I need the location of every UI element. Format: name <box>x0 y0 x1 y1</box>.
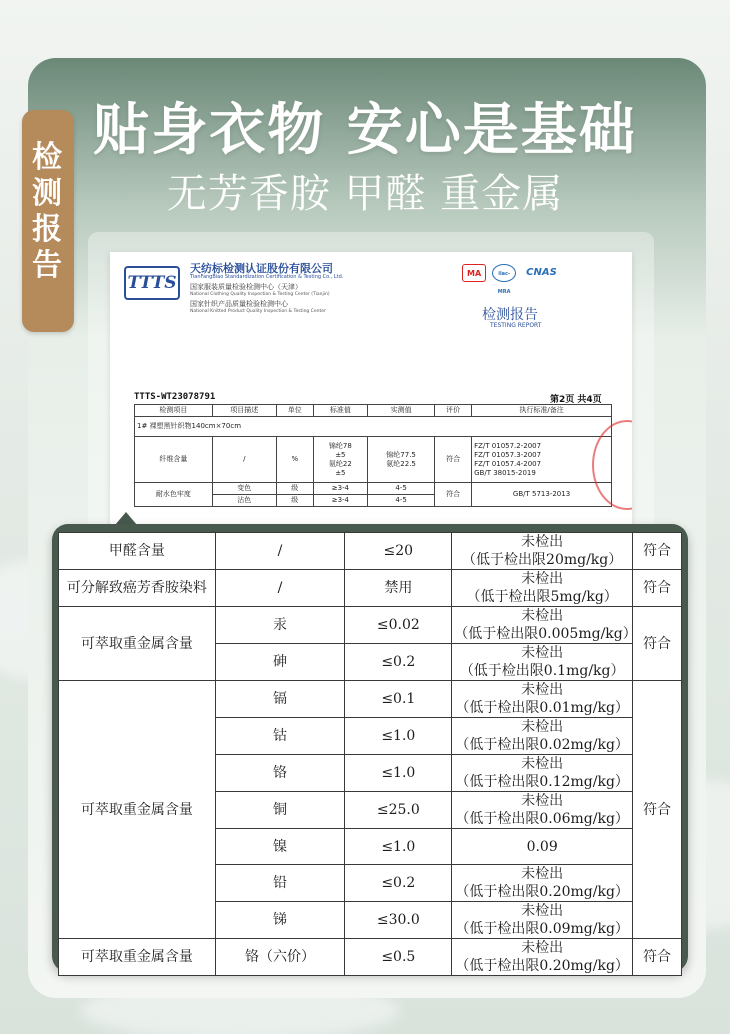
desc-cell: 铅 <box>215 865 345 902</box>
result-cell: 符合 <box>633 570 682 607</box>
mini-cell: / <box>212 437 276 483</box>
report-title-en: TESTING REPORT <box>490 322 542 329</box>
measured-detail: （低于检出限0.02mg/kg） <box>455 737 629 753</box>
measured-cell: 0.09 <box>452 829 633 865</box>
std-cell: ≤1.0 <box>345 829 452 865</box>
measured-detail: （低于检出限0.09mg/kg） <box>455 921 629 937</box>
mini-cell: 级 <box>276 483 313 495</box>
item-cell: 可萃取重金属含量 <box>59 681 216 939</box>
measured-cell <box>452 902 633 939</box>
center1-name-en: National Clothing Quality Inspection & Testing Center (Tianjin) <box>190 292 330 297</box>
mini-cell: 锦纶78 ±5 氨纶22 ±5 <box>313 437 367 483</box>
page-title: 贴身衣物 安心是基础 <box>93 98 637 163</box>
measured-cell <box>452 681 633 718</box>
mini-cell: 纤维含量 <box>135 437 213 483</box>
measured-detail: （低于检出限0.12mg/kg） <box>455 774 629 790</box>
measured-cell <box>452 718 633 755</box>
measured-cell <box>452 570 633 607</box>
result-cell: 符合 <box>633 939 682 976</box>
mini-header: 评价 <box>435 405 472 417</box>
mini-cell: 变色 <box>212 483 276 495</box>
measured-cell <box>452 533 633 570</box>
item-cell: 可萃取重金属含量 <box>59 939 216 976</box>
desc-cell: 汞 <box>215 607 345 644</box>
desc-cell: 镍 <box>215 829 345 865</box>
measured-detail: （低于检出限0.005mg/kg） <box>454 626 637 642</box>
measured-line: 未检出 <box>521 903 564 919</box>
measured-cell <box>452 607 637 644</box>
report-title: 检测报告 <box>482 307 538 323</box>
measured-line: 未检出 <box>521 940 564 956</box>
mini-header: 项目描述 <box>212 405 276 417</box>
mini-cell: 级 <box>276 495 313 507</box>
page-number: 第2页 共4页 <box>550 395 602 405</box>
mini-cell: 沾色 <box>212 495 276 507</box>
desc-cell: / <box>215 533 345 570</box>
measured-cell <box>452 755 633 792</box>
mini-sample-row: 1# 裸塑黑针织物140cm×70cm <box>135 417 612 437</box>
item-cell: 甲醛含量 <box>59 533 216 570</box>
accreditation-marks <box>462 264 561 295</box>
mini-cell: 4-5 <box>367 495 434 507</box>
ilac-mra-mark: ilac-MRA <box>492 264 516 282</box>
mini-cell: ≥3-4 <box>313 495 367 507</box>
center2-name: 国家针织产品质量检验检测中心 <box>190 300 288 308</box>
std-cell: ≤25.0 <box>345 792 452 829</box>
desc-cell: 锑 <box>215 902 345 939</box>
measured-line: 未检出 <box>521 571 564 587</box>
measured-detail: （低于检出限0.06mg/kg） <box>455 811 629 827</box>
measured-line: 未检出 <box>521 534 564 550</box>
std-cell: ≤0.1 <box>345 681 452 718</box>
mini-cell: 4-5 <box>367 483 434 495</box>
measured-cell <box>452 865 633 902</box>
mini-cell: 锦纶77.5 氨纶22.5 <box>367 437 434 483</box>
measured-line: 未检出 <box>521 719 564 735</box>
desc-cell: / <box>215 570 345 607</box>
std-cell: ≤1.0 <box>345 755 452 792</box>
measured-line: 未检出 <box>521 608 564 624</box>
report-document <box>110 252 632 552</box>
std-cell: ≤0.02 <box>345 607 452 644</box>
measured-detail: （低于检出限20mg/kg） <box>462 552 623 568</box>
std-cell: ≤1.0 <box>345 718 452 755</box>
page-subtitle: 无芳香胺 甲醛 重金属 <box>166 171 564 217</box>
std-cell: ≤20 <box>345 533 452 570</box>
cnas-mark: CNAS <box>526 267 557 278</box>
mini-cell: FZ/T 01057.2-2007 FZ/T 01057.3-2007 FZ/T 01057.4-2007 GB/T 38015-2019 <box>472 437 612 483</box>
std-cell: ≤30.0 <box>345 902 452 939</box>
measured-detail: （低于检出限0.01mg/kg） <box>455 700 629 716</box>
table-row <box>59 533 682 570</box>
measured-cell <box>452 644 633 681</box>
table-row <box>59 939 682 976</box>
measured-detail: （低于检出限0.20mg/kg） <box>455 958 629 974</box>
mini-header: 单位 <box>276 405 313 417</box>
mini-cell: % <box>276 437 313 483</box>
item-cell: 可分解致癌芳香胺染料 <box>59 570 216 607</box>
std-cell: ≤0.2 <box>345 644 452 681</box>
result-cell: 符合 <box>633 607 682 681</box>
side-tag-label: 检测报告 <box>32 140 64 283</box>
company-name: 天纺标检测认证股份有限公司 <box>190 262 333 275</box>
mini-header: 标准值 <box>313 405 367 417</box>
measured-line: 未检出 <box>521 756 564 772</box>
center1-name: 国家服装质量检验检测中心（天津） <box>190 283 302 291</box>
table-row <box>59 607 682 644</box>
desc-cell: 铬（六价） <box>215 939 345 976</box>
center2-name-en: National Knitted Product Quality Inspection & Testing Center <box>190 309 326 314</box>
measured-detail: （低于检出限0.20mg/kg） <box>455 884 629 900</box>
measured-line: 未检出 <box>521 866 564 882</box>
mini-cell: ≥3-4 <box>313 483 367 495</box>
table-row <box>59 570 682 607</box>
std-cell: ≤0.2 <box>345 865 452 902</box>
measured-line: 未检出 <box>521 793 564 809</box>
mini-cell: GB/T 5713-2013 <box>472 483 612 507</box>
ma-mark: MA <box>462 264 486 282</box>
desc-cell: 铜 <box>215 792 345 829</box>
measured-detail: （低于检出限0.1mg/kg） <box>459 663 625 679</box>
mini-header: 检测项目 <box>135 405 213 417</box>
test-results-table <box>58 532 682 976</box>
report-mini-table <box>134 404 612 507</box>
mini-header: 执行标准/备注 <box>472 405 612 417</box>
tts-logo: TTTS <box>124 266 180 300</box>
mini-cell: 符合 <box>435 483 472 507</box>
measured-cell <box>452 792 633 829</box>
table-row <box>59 681 682 718</box>
mini-header: 实测值 <box>367 405 434 417</box>
std-cell: 禁用 <box>345 570 452 607</box>
item-cell: 可萃取重金属含量 <box>59 607 216 681</box>
result-cell: 符合 <box>633 681 682 939</box>
result-cell: 符合 <box>633 533 682 570</box>
desc-cell: 镉 <box>215 681 345 718</box>
desc-cell: 砷 <box>215 644 345 681</box>
company-name-en: TianFangBiao Standardization Certification & Testing Co., Ltd. <box>190 274 344 280</box>
desc-cell: 钴 <box>215 718 345 755</box>
mini-cell: 耐水色牢度 <box>135 483 213 507</box>
report-number: TTTS-WT23078791 <box>134 392 216 402</box>
measured-line: 未检出 <box>521 682 564 698</box>
mini-cell: 符合 <box>435 437 472 483</box>
measured-detail: （低于检出限5mg/kg） <box>466 589 618 605</box>
measured-cell <box>452 939 633 976</box>
std-cell: ≤0.5 <box>345 939 452 976</box>
desc-cell: 铬 <box>215 755 345 792</box>
measured-line: 未检出 <box>521 645 564 661</box>
